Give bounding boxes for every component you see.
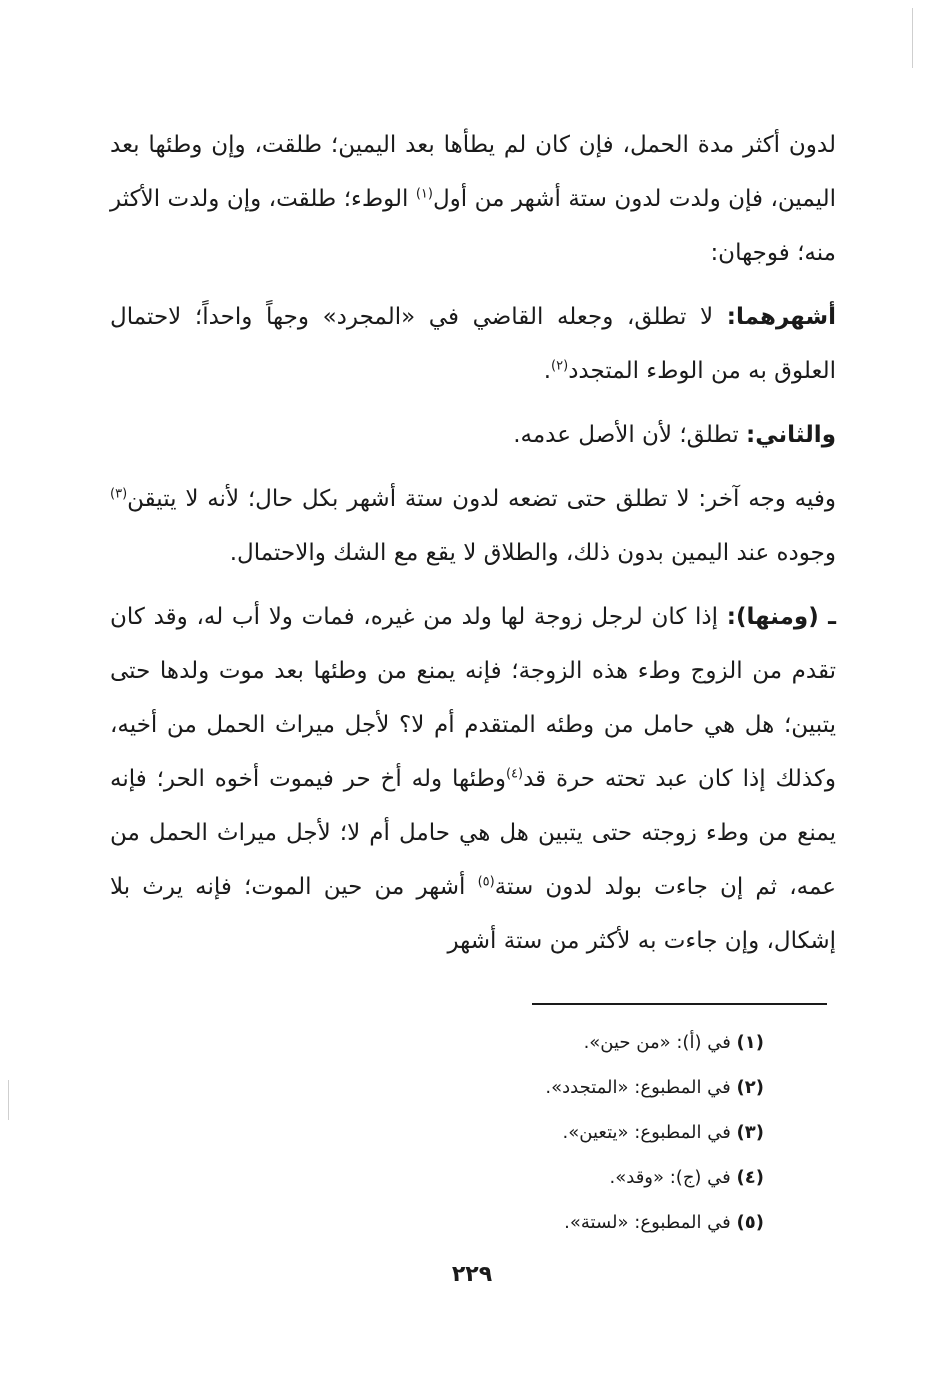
text-run: .	[543, 358, 552, 384]
footnotes	[545, 1020, 764, 1245]
footnote-number: (٢)	[736, 1077, 764, 1098]
footnote-number: (٥)	[736, 1212, 764, 1233]
paragraph-lead: أشهرهما:	[726, 304, 836, 330]
text-run: لدون أكثر مدة الحمل، فإن كان لم يطأها بعد اليمين؛ طلقت، وإن وطئها بعد اليمين، فإن ولدت لدون ستة أشهر من أول	[110, 132, 836, 212]
footnote-ref: (٥)	[477, 874, 495, 890]
footnote-text: في المطبوع: «المتجدد».	[545, 1077, 731, 1098]
paragraph	[110, 118, 836, 280]
footnote-item	[545, 1200, 764, 1245]
footnote-text: في (أ): «من حين».	[583, 1032, 731, 1053]
text-run: وفيه وجه آخر: لا تطلق حتى تضعه لدون ستة أشهر بكل حال؛ لأنه لا يتيقن	[127, 486, 836, 512]
paragraph	[110, 472, 836, 580]
footnote-ref: (٢)	[551, 358, 569, 374]
text-run: وطئها وله أخ حر فيموت أخوه الحر؛ فإنه يمنع من وطء زوجته حتى يتبين هل هي حامل أم لا؛ لأجل ميراث الحمل من عمه، ثم إن جاءت بولد لدون ستة	[110, 766, 836, 900]
footnote-ref: (١)	[415, 186, 433, 202]
text-run: أشهر من حين الموت؛ فإنه يرث بلا إشكال، وإن جاءت به لأكثر من ستة أشهر	[110, 874, 836, 954]
footnote-item	[545, 1065, 764, 1110]
paragraph	[110, 408, 836, 462]
footnote-text: في المطبوع: «يتعين».	[562, 1122, 731, 1143]
footnote-number: (١)	[736, 1032, 764, 1053]
paragraph	[110, 290, 836, 398]
footnote-item	[545, 1020, 764, 1065]
text-run: الوطء؛ طلقت، وإن ولدت الأكثر منه؛ فوجهان:	[110, 186, 836, 266]
paragraph-lead: ـ (ومنها):	[726, 604, 837, 630]
paragraph	[110, 590, 836, 968]
text-run: وجوده عند اليمين بدون ذلك، والطلاق لا يقع مع الشك والاحتمال.	[229, 540, 836, 566]
footnote-ref: (٣)	[110, 486, 128, 502]
text-run: لا تطلق، وجعله القاضي في «المجرد» وجهاً واحداً؛ لاحتمال العلوق به من الوطء المتجدد	[110, 304, 836, 384]
footnote-text: في المطبوع: «لستة».	[564, 1212, 731, 1233]
footnote-number: (٣)	[736, 1122, 764, 1143]
paragraph-lead: والثاني:	[746, 422, 836, 448]
main-text	[110, 118, 836, 978]
text-run: تطلق؛ لأن الأصل عدمه.	[513, 422, 739, 448]
footnote-item	[545, 1155, 764, 1200]
footnote-item	[545, 1110, 764, 1155]
text-run: إذا كان لرجل زوجة لها ولد من غيره، فمات ولا أب له، وقد كان تقدم من الزوج وطء هذه الزوجة؛ فإنه يمنع من وطئها بعد موت ولدها حتى يتبين؛ هل هي حامل من وطئه المتقدم أم لا؟ لأجل ميراث الحمل من أخيه، وكذلك إذا كان عبد تحته حرة قد	[110, 604, 836, 792]
footnote-number: (٤)	[736, 1167, 764, 1188]
scan-edge-mark	[8, 1080, 9, 1120]
footnote-separator	[532, 1003, 827, 1005]
footnote-ref: (٤)	[505, 766, 524, 782]
scan-edge-mark	[912, 8, 913, 68]
footnote-text: في (ج): «وقد».	[609, 1167, 731, 1188]
page-number: ٢٢٩	[451, 1262, 493, 1287]
